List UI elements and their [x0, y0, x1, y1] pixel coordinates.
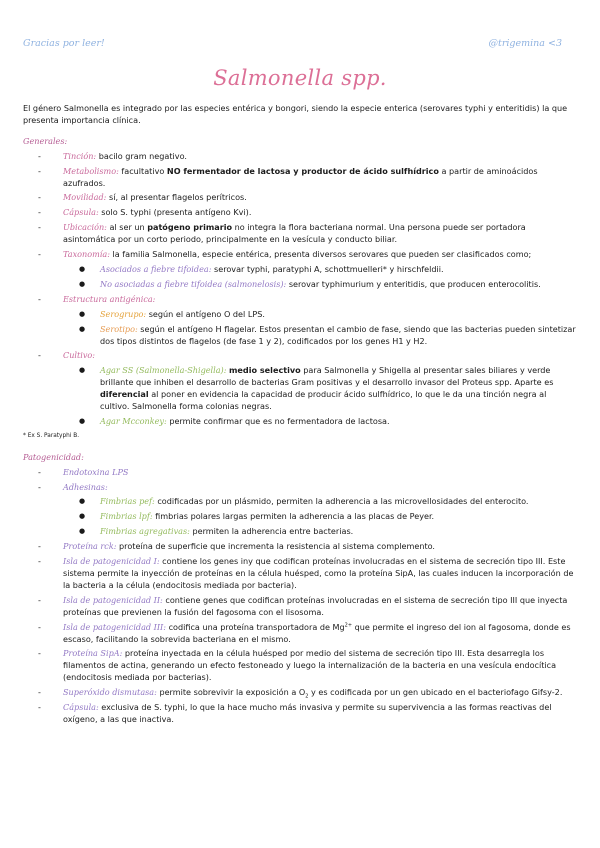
list-item-sipa: - Proteína SipA: proteína inyectada en la célula huésped por medio del sistema de secreción tipo III. Esta desarregla los filamentos de actina, generando un efecto festoneado y luego la internalización de la bacteria en una vesícula endocítica (endocitosis mediada por bacterias).: [23, 648, 578, 684]
list-item-isla-2: - Isla de patogenicidad II: contiene genes que codifican proteínas involucradas en el sistema de secreción tipo III que inyecta proteínas que previenen la fusión del fagosoma con el lisosoma.: [23, 595, 578, 619]
list-item-taxonomia: - Taxonomía: la familia Salmonella, especie entérica, presenta diversos serovares que pueden ser clasificados como; ● Asociados a fiebre tifoidea: serovar typhi, paratyphi A, schottmuelleri* y hirschfeldii. ● No asociadas a fiebre tifoidea (salmonelosis): serovar typhimurium y enteritidis, que producen enterocolitis.: [23, 249, 578, 291]
list-item-endotoxina: - Endotoxina LPS: [23, 467, 578, 479]
term: Movilidad:: [63, 192, 107, 203]
sub-item-no-asociadas: ● No asociadas a fiebre tifoidea (salmonelosis): serovar typhimurium y enteritidis, que producen enterocolitis.: [63, 279, 578, 291]
sub-item-agar-mcconkey: ● Agar Mcconkey: permite confirmar que es no fermentadora de lactosa.: [63, 416, 578, 428]
list-item-capsula: - Cápsula: solo S. typhi (presenta antígeno Kvi).: [23, 207, 578, 219]
list-item-metabolismo: - Metabolismo: facultativo NO fermentador de lactosa y productor de ácido sulfhídrico a partir de aminoácidos azufrados.: [23, 166, 578, 190]
header-left-note: Gracias por leer!: [23, 38, 105, 49]
list-item-tincion: - Tinción: bacilo gram negativo.: [23, 151, 578, 163]
list-item-rck: - Proteína rck: proteína de superficie que incrementa la resistencia al sistema complemento.: [23, 541, 578, 553]
term: Metabolismo:: [63, 165, 119, 176]
sub-item-serotipo: ● Serotipo: según el antígeno H flagelar. Estos presentan el cambio de fase, siendo que las bacterias pueden sintetizar dos tipos distintos de flagelos (de fase 1 y 2), codificados por los genes H1 y H2.: [63, 324, 578, 348]
sub-item-serogrupo: ● Serogrupo: según el antígeno O del LPS.: [63, 309, 578, 321]
generales-list: [23, 151, 578, 428]
footnote: * Ex S. Paratyphi B.: [23, 432, 80, 439]
sub-item-fimbrias-pef: ● Fimbrias pef: codificadas por un plásmido, permiten la adherencia a las microvellosidades del enterocito.: [63, 496, 578, 508]
term: Cápsula:: [63, 207, 99, 218]
list-item-ubicacion: - Ubicación: al ser un patógeno primario no integra la flora bacteriana normal. Una persona puede ser portadora asintomática por un corto periodo, principalmente en la vesícula y conducto biliar.: [23, 222, 578, 246]
list-item-cultivo: [23, 350, 578, 427]
section-heading-generales: Generales:: [23, 135, 68, 146]
header-right-handle: @trigemina <3: [488, 38, 562, 49]
document-body: [23, 103, 578, 729]
list-item-estructura: [23, 294, 578, 348]
term: Cultivo:: [63, 350, 96, 361]
patogenicidad-list: [23, 467, 578, 726]
list-item-movilidad: - Movilidad: sí, al presentar flagelos perítricos.: [23, 192, 578, 204]
section-heading-patogenicidad: Patogenicidad:: [23, 451, 84, 462]
list-item-isla-1: - Isla de patogenicidad I: contiene los genes iny que codifican proteínas involucradas en el sistema de secreción tipo III. Este sistema permite la inyección de proteínas en la célula huésped, como la proteína SipA, las cuales inducen la incorporación de la bacteria a la célula (endocitosis mediada por bacteria).: [23, 556, 578, 592]
list-item-isla-3: - Isla de patogenicidad III: codifica una proteína transportadora de $Mg^{2+}$ que permite el ingreso del ion al fagosoma, donde es escaso, facilitando la sobrevida bacteriana en el mismo.: [23, 622, 578, 646]
sub-item-fimbrias-lpf: ● Fimbrias lpf: fimbrias polares largas permiten la adherencia a las placas de Peyer.: [63, 511, 578, 523]
sub-item-asociados: ● Asociados a fiebre tifoidea: serovar typhi, paratyphi A, schottmuelleri* y hirschfeldii.: [63, 264, 578, 276]
list-item-adhesinas: - Adhesinas: ● Fimbrias pef: codificadas por un plásmido, permiten la adherencia a las microvellosidades del enterocito. ● Fimbrias lpf: fimbrias polares largas permiten la adherencia a las placas de Peyer. ● Fimbrias agregativas: permiten la adherencia entre bacterias.: [23, 482, 578, 539]
sub-item-agar-ss: ● Agar SS (Salmonella-Shigella): medio selectivo para Salmonella y Shigella al presentar sales biliares y verde brillante que inhiben el desarrollo de bacterias Gram positivas y el desarrollo invasor del Proteus spp. Aparte es diferencial al poner en evidencia la capacidad de producir ácido sulfhídrico, lo que le da una tinción negra al cultivo. Salmonella forma colonias negras.: [63, 365, 578, 413]
list-item-superoxido: - Superóxido dismutasa: permite sobrevivir la exposición a $O_2$ y es codificada por un gen ubicado en el bacteriofago Gifsy-2.: [23, 687, 578, 699]
page-title: Salmonella spp.: [213, 66, 387, 90]
list-item-capsula-pat: - Cápsula: exclusiva de S. typhi, lo que la hace mucho más invasiva y permite su supervivencia a las formas reactivas del oxígeno, a las que inactiva.: [23, 702, 578, 726]
intro-paragraph: El género Salmonella es integrado por las especies entérica y bongori, siendo la especie enterica (serovares typhi y enteritidis) la que presenta importancia clínica.: [23, 103, 568, 125]
term: Tinción:: [63, 150, 97, 161]
sub-item-fimbrias-agregativas: ● Fimbrias agregativas: permiten la adherencia entre bacterias.: [63, 526, 578, 538]
term: Ubicación:: [63, 222, 107, 233]
term: Estructura antigénica:: [63, 293, 156, 304]
term: Taxonomía:: [63, 249, 110, 260]
